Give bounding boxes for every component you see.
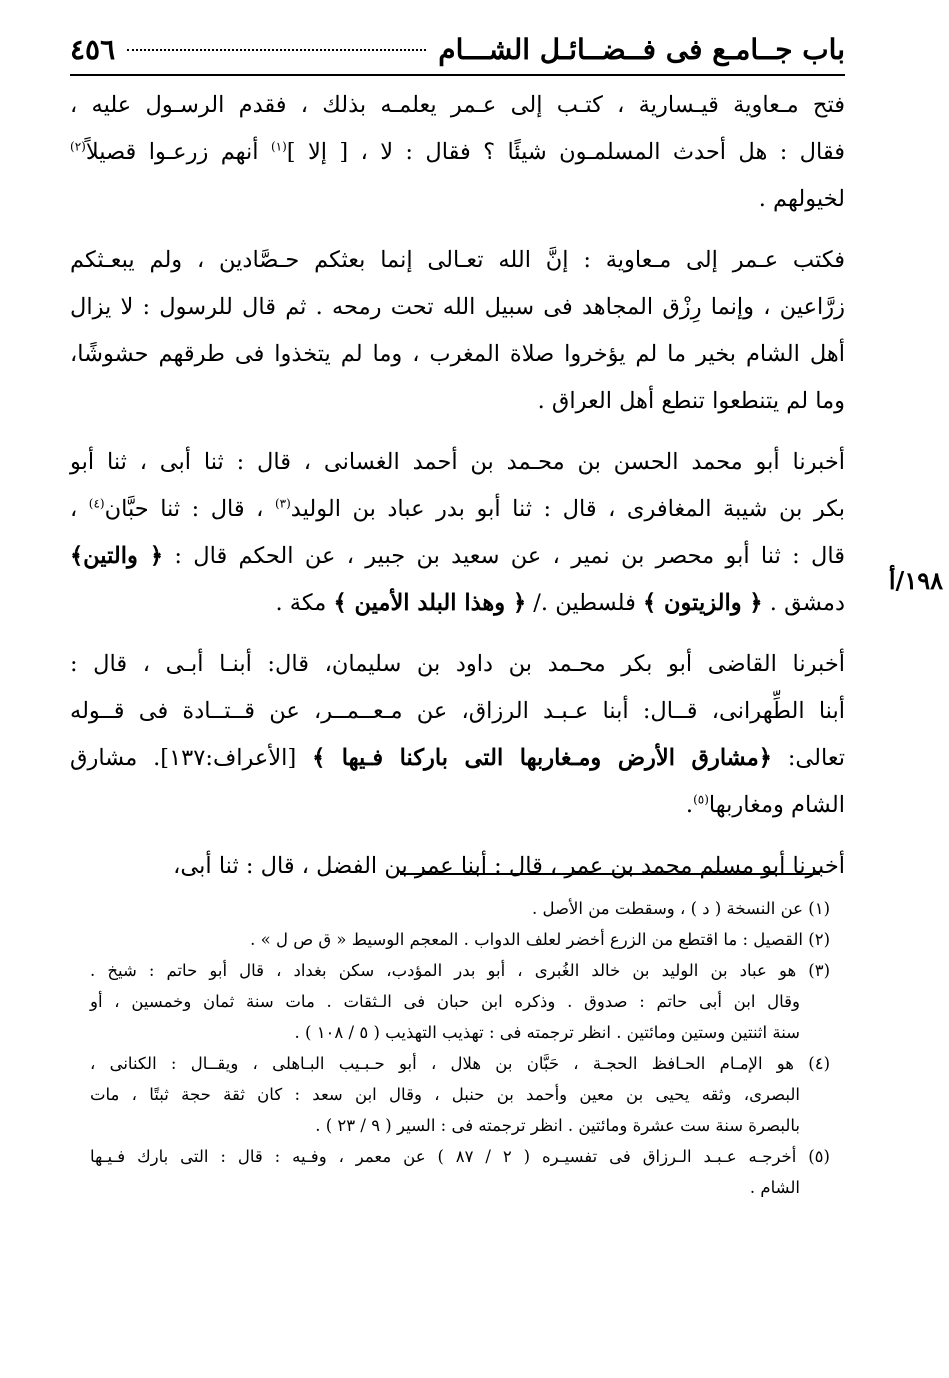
paragraph-1 xyxy=(70,82,845,223)
text-line: أخبرنا أبو مسلم محمد بن عمر ، قال : أبنا عمر بن الفضل ، قال : ثنا أبى، xyxy=(173,853,845,879)
footnote-ref-1: (١) xyxy=(270,139,287,154)
footnote-ref-4: (٤) xyxy=(88,496,105,511)
text-run: [الأعراف:١٣٧]. مشارق xyxy=(70,745,313,771)
quran-quote: ﴿ والتين﴾ xyxy=(70,543,164,569)
text-line xyxy=(70,580,845,627)
text-run: الشام ومغاربها xyxy=(708,792,845,818)
footnote-ref-5: (٥) xyxy=(693,792,709,807)
footnote-line: وقال ابن أبى حاتم : صدوق . وذكره ابن حبان فى الـثقات . مات سنة ثمان وخمسين ، أو xyxy=(90,992,800,1011)
page-number: ٤٥٦ xyxy=(70,33,116,66)
quran-quote: ﴿ والزيتون ﴾ xyxy=(643,590,763,616)
paragraph-4 xyxy=(70,641,845,829)
text-line: أخبرنا أبو محمد الحسن بن محـمد بن أحمد الغسانى ، قال : ثنا أبى ، ثنا أبو xyxy=(70,449,845,475)
text-line xyxy=(70,533,845,580)
footnote-2 xyxy=(90,924,830,955)
text-line xyxy=(70,486,845,533)
text-run: بكر بن شيبة المغافرى ، قال : ثنا أبو بدر عباد بن الوليد xyxy=(290,496,845,522)
text-run: فقال : هل أحدث المسلمـون شيئًا ؟ فقال : لا ، [ إلا ] xyxy=(286,139,845,165)
footnote-line: الشام . xyxy=(749,1178,800,1197)
text-line: أبنا الطِّهرانى، قــال: أبنا عـبـد الرزاق، عن مـعــمــر، عن قــتــادة فى قــوله xyxy=(70,698,845,724)
header-rule xyxy=(70,74,845,76)
page-body xyxy=(70,30,845,904)
text-run: أنهم زرعـوا قصيلاً xyxy=(85,139,271,165)
paragraph-3 xyxy=(70,439,845,627)
footnote-ref-2: (٢) xyxy=(70,139,86,154)
text-line: أهل الشام بخير ما لم يؤخروا صلاة المغرب ، وما لم يتخذوا فى طرقهم حشوشًا، xyxy=(70,341,845,367)
quran-quote: ﴿مشارق الأرض ومـغاربها التى باركنا فـيها ﴾ xyxy=(312,745,772,771)
text-line xyxy=(70,129,845,176)
footnote-line: (٢) القصيل : ما اقتطع من الزرع أخضر لعلف الدواب . المعجم الوسيط « ق ص ل » . xyxy=(250,930,830,949)
footnotes xyxy=(90,893,830,1203)
footnote-4 xyxy=(90,1048,830,1141)
text-line: فكتب عـمر إلى مـعاوية : إنَّ الله تعـالى إنما بعثكم حـصَّادين ، ولم يبعـثكم xyxy=(70,247,845,273)
text-line xyxy=(70,782,845,829)
running-header xyxy=(70,30,845,70)
chapter-title: باب جــامـع فى فــضــائـل الشـــام xyxy=(438,33,845,66)
text-line xyxy=(70,735,845,782)
text-run: دمشق . xyxy=(762,590,845,616)
text-line: لخيولهم . xyxy=(758,186,845,212)
paragraph-2 xyxy=(70,237,845,425)
footnote-line: البصرى، وثقه يحيى بن معين وأحمد بن حنبل ، وقال ابن سعد : كان ثقة حجة ثبتًا ، مات xyxy=(90,1085,800,1104)
header-leader-dots xyxy=(127,49,426,51)
footnote-line: (١) عن النسخة ( د ) ، وسقطت من الأصل . xyxy=(532,899,830,918)
text-run: قال : ثنا أبو محصر بن نمير ، عن سعيد بن جبير ، عن الحكم قال : xyxy=(163,543,845,569)
footnote-separator xyxy=(400,873,820,875)
text-run: فلسطين ./ xyxy=(526,590,643,616)
text-line: فتح مـعاوية قيـسارية ، كتـب إلى عـمر يعلمـه بذلك ، فقدم الرسـول عليه ، xyxy=(70,92,845,118)
text-line: وما لم يتنطعوا تنطع أهل العراق . xyxy=(537,388,845,414)
footnote-line: سنة اثنتين وستين ومائتين . انظر ترجمته فى : تهذيب التهذيب ( ٥ / ١٠٨ ) . xyxy=(294,1023,800,1042)
footnote-line: (٣) هو عباد بن الوليد بن خالد الغُبرى ، أبو بدر المؤدب، سكن بغداد ، قال أبو حاتم : شيخ . xyxy=(90,961,830,980)
footnote-line: (٥) أخرجـه عـبـد الـرزاق فى تفسيـره ( ٢ / ٨٧ ) عن معمر ، وفـيه : قال : التى بارك فـيـها xyxy=(90,1147,830,1166)
paragraph-5 xyxy=(70,843,845,890)
text-run: ، xyxy=(70,496,89,522)
footnote-line: (٤) هو الإمـام الحـافظ الحجـة ، حَبَّان بن هلال ، أبو حـبـيب البـاهلى ، ويقــال : الكنانى ، xyxy=(90,1054,830,1073)
footnote-5 xyxy=(90,1141,830,1203)
quran-quote: ﴿ وهذا البلد الأمين ﴾ xyxy=(333,590,527,616)
text-run: . xyxy=(685,792,694,818)
text-run: ، قال : ثنا حبَّان xyxy=(104,496,275,522)
text-run: مكة . xyxy=(275,590,334,616)
text-line: أخبرنا القاضى أبو بكر محـمد بن داود بن سليمان، قال: أبنـا أبـى ، قال : xyxy=(70,651,845,677)
footnote-line: بالبصرة سنة ست عشرة ومائتين . انظر ترجمته فى : السير ( ٩ / ٢٣ ) . xyxy=(315,1116,800,1135)
margin-folio-marker: ١٩٨/أ xyxy=(888,566,943,595)
text-run: تعالى: xyxy=(772,745,846,771)
text-line: زرَّاعين ، وإنما رِزْق المجاهد فى سبيل الله تحت رمحه . ثم قال للرسول : لا يزال xyxy=(70,294,845,320)
footnote-1 xyxy=(90,893,830,924)
footnote-3 xyxy=(90,955,830,1048)
footnote-ref-3: (٣) xyxy=(274,496,291,511)
